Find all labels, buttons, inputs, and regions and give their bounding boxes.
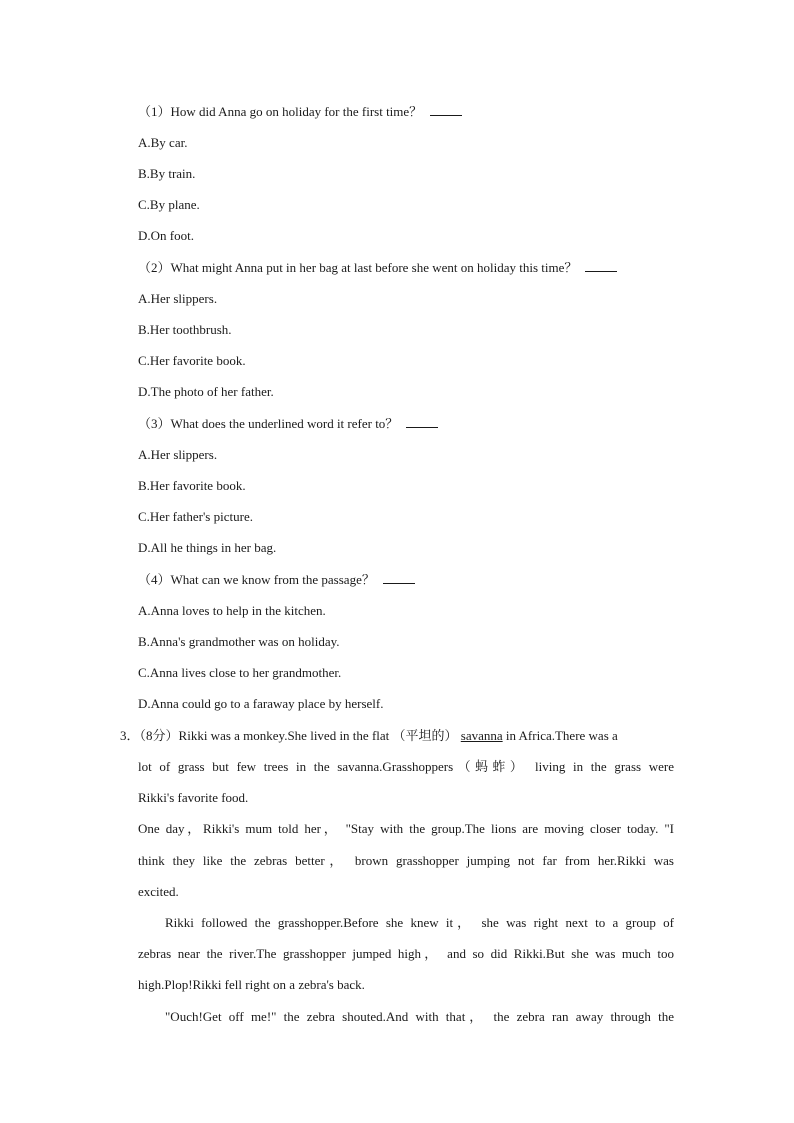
option-a: A.Her slippers.: [138, 291, 218, 306]
passage-line: high.Plop!Rikki fell right on a zebra's back.: [138, 977, 365, 992]
answer-blank: [383, 571, 415, 584]
answer-blank: [430, 103, 462, 116]
passage-line: Rikki followed the grasshopper.Before she knew it， she was right next to a group of: [165, 915, 674, 930]
section-score: （8分）: [139, 728, 179, 743]
answer-blank: [406, 415, 438, 428]
passage-text: Rikki was a monkey.She lived in the flat （平坦的）: [178, 728, 461, 743]
passage-line: lot of grass but few trees in the savanna.Grasshoppers（蚂蚱） living in the grass were: [138, 759, 674, 774]
passage-line: One day，Rikki's mum told her， "Stay with the group.The lions are moving closer today. "I: [138, 821, 674, 836]
underlined-word: savanna: [460, 728, 503, 743]
option-b: B.By train.: [138, 166, 196, 181]
option-b: B.Her favorite book.: [138, 478, 246, 493]
passage-line: "Ouch!Get off me!" the zebra shouted.And with that， the zebra ran away through the: [165, 1009, 674, 1024]
question-2: [138, 259, 617, 277]
option-c: C.Her father's picture.: [138, 509, 253, 524]
option-d: D.All he things in her bag.: [138, 540, 277, 555]
question-text: What does the underlined word it refer to？: [170, 416, 399, 431]
option-b: B.Anna's grandmother was on holiday.: [138, 634, 340, 649]
passage-line: think they like the zebras better， brown grasshopper jumping not far from her.Rikki was: [138, 853, 674, 868]
passage-line: zebras near the river.The grasshopper jumped high， and so did Rikki.But she was much too: [138, 946, 674, 961]
question-text: How did Anna go on holiday for the first time？: [170, 104, 423, 119]
option-d: D.On foot.: [138, 228, 194, 243]
option-b: B.Her toothbrush.: [138, 322, 232, 337]
question-4: [138, 571, 415, 589]
question-number: （4）: [138, 572, 171, 587]
question-text: What can we know from the passage？: [170, 572, 375, 587]
option-d: D.The photo of her father.: [138, 384, 274, 399]
option-c: C.By plane.: [138, 197, 200, 212]
option-c: C.Anna lives close to her grandmother.: [138, 665, 342, 680]
section-3-first-line: [120, 727, 674, 745]
option-d: D.Anna could go to a faraway place by herself.: [138, 696, 384, 711]
question-text: What might Anna put in her bag at last before she went on holiday this time？: [170, 260, 578, 275]
option-a: A.Anna loves to help in the kitchen.: [138, 603, 326, 618]
passage-text: in Africa.There was a: [502, 728, 618, 743]
question-number: （1）: [138, 104, 171, 119]
passage-line: excited.: [138, 884, 179, 899]
question-number: （2）: [138, 260, 171, 275]
option-c: C.Her favorite book.: [138, 353, 246, 368]
question-3: [138, 415, 438, 433]
option-a: A.Her slippers.: [138, 447, 218, 462]
question-number: （3）: [138, 416, 171, 431]
option-a: A.By car.: [138, 135, 188, 150]
passage-line: Rikki's favorite food.: [138, 790, 249, 805]
answer-blank: [585, 259, 617, 272]
question-1: [138, 103, 462, 121]
section-number: 3．: [120, 728, 140, 743]
